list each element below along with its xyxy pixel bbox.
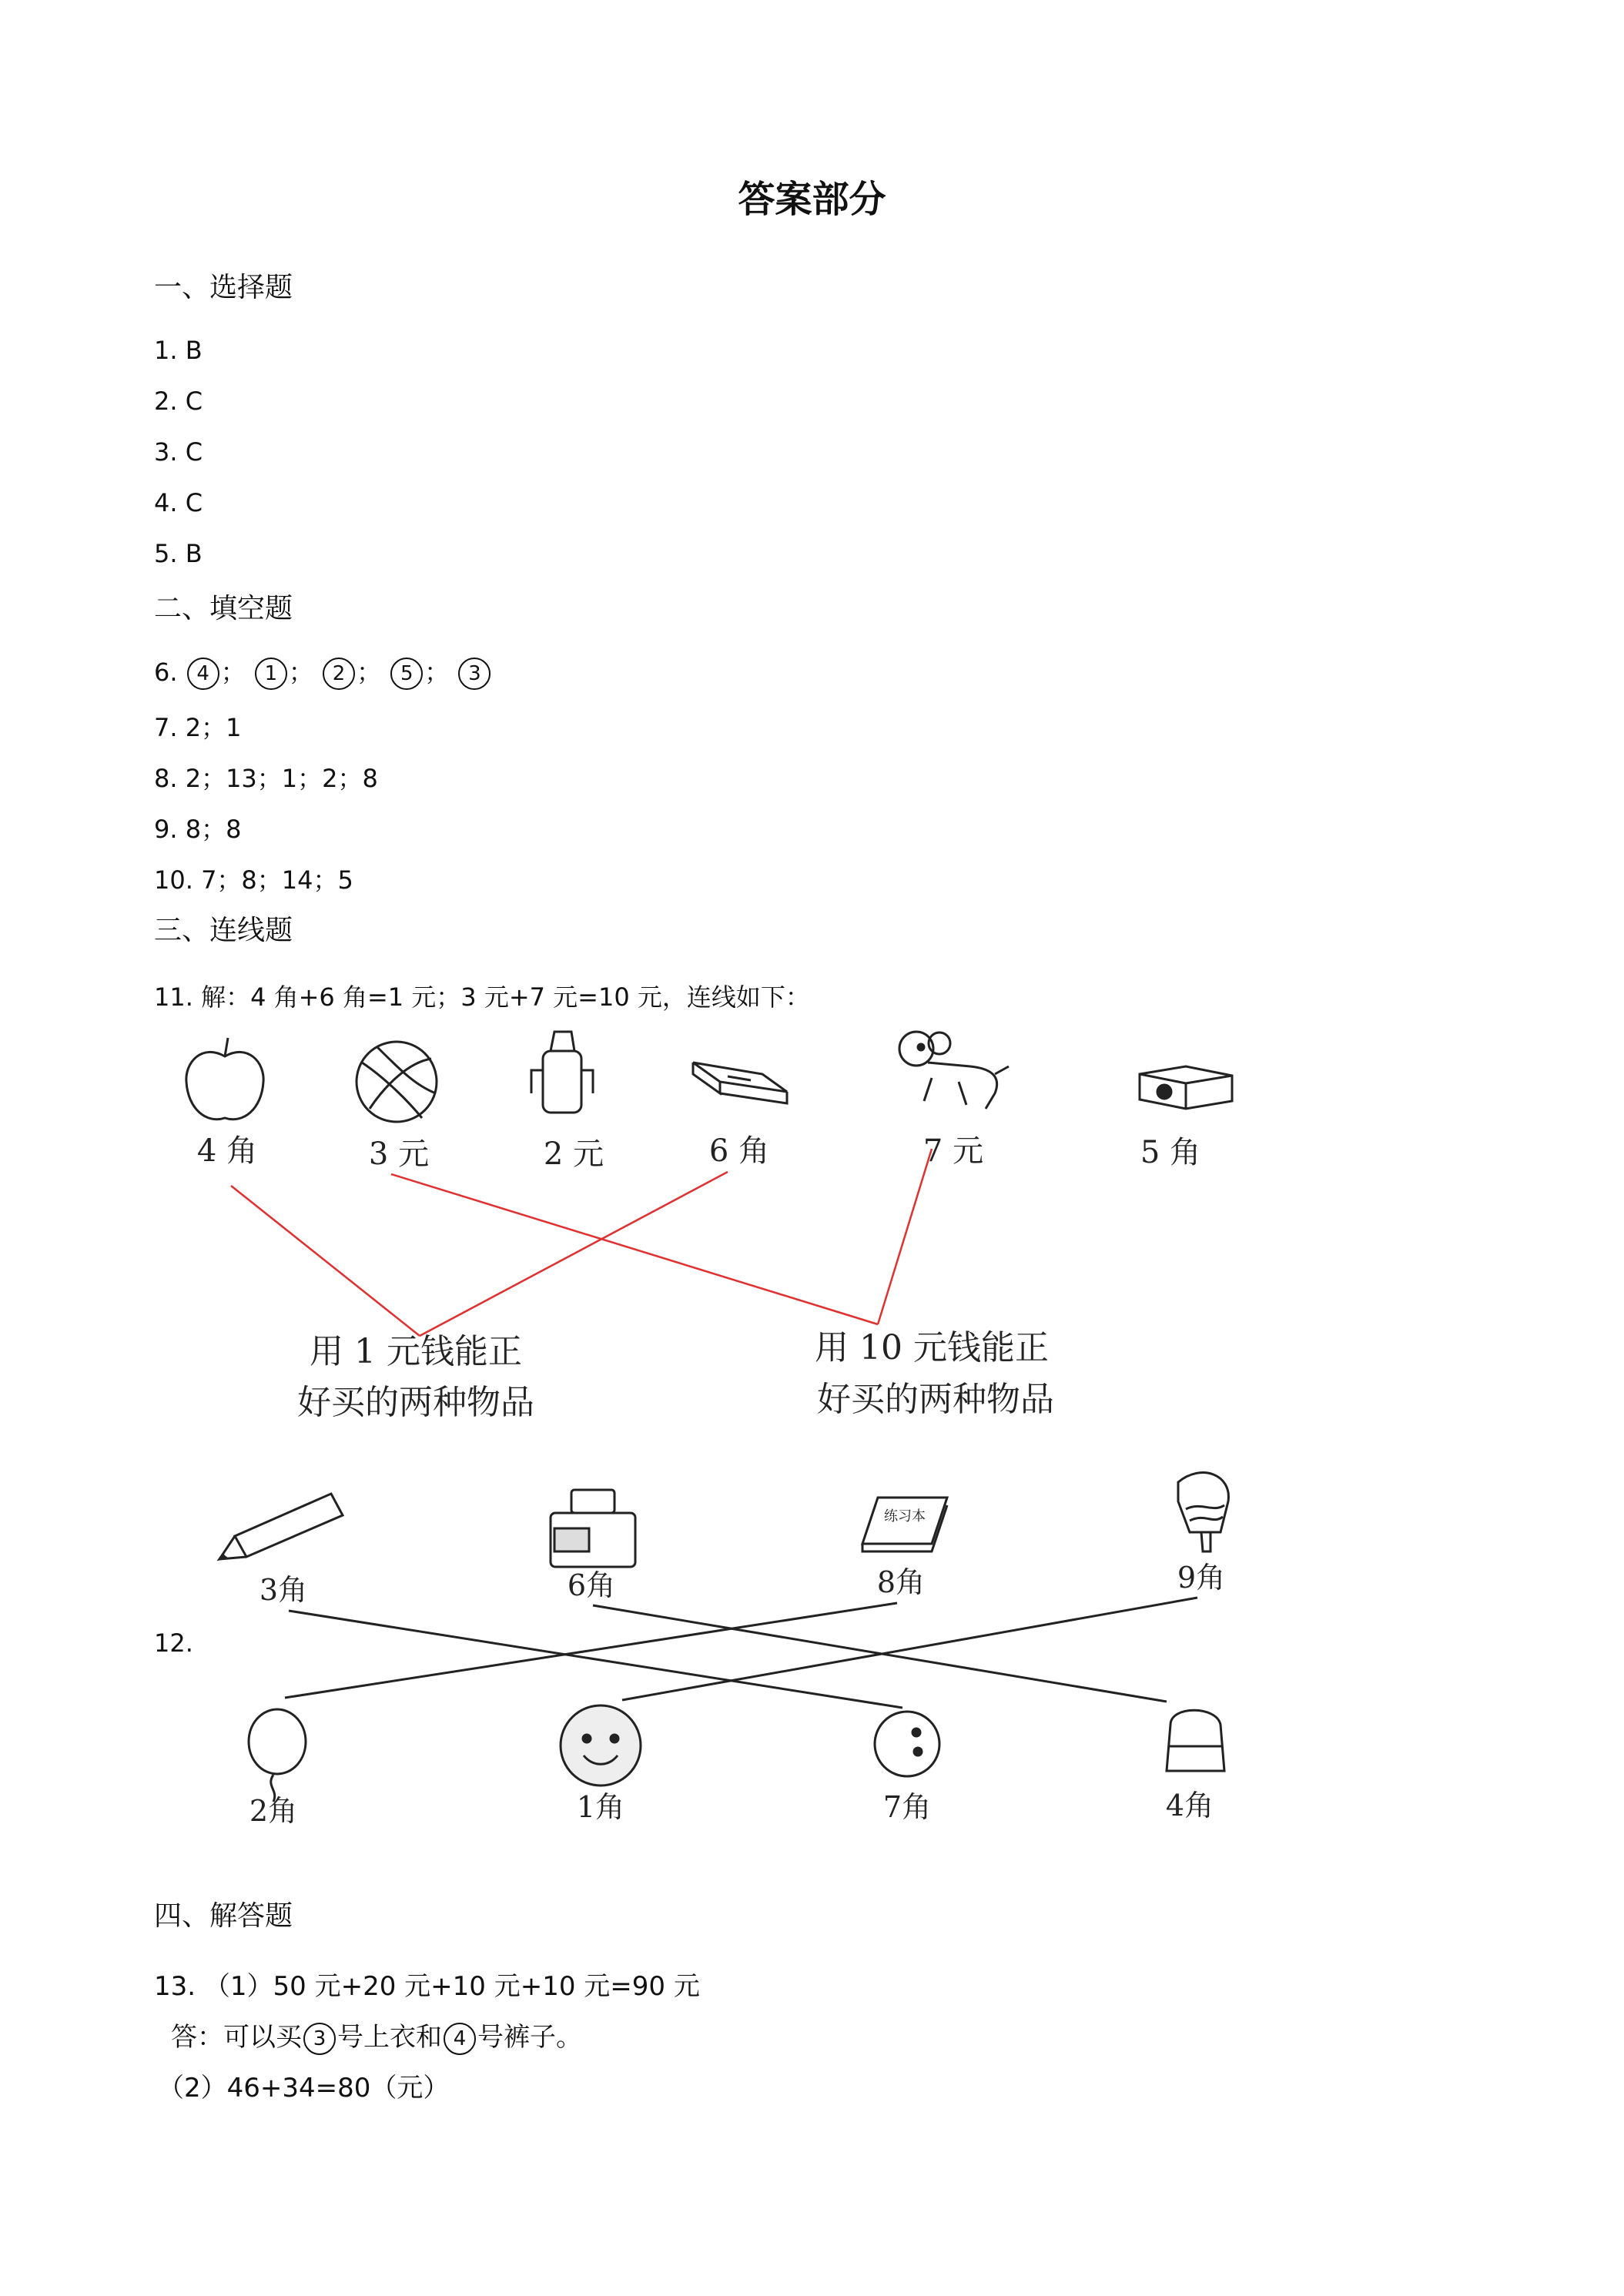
q11-connection-lines: [231, 1149, 932, 1336]
price-label: 6 角: [708, 1133, 770, 1169]
cup-icon: [531, 1032, 593, 1113]
q11-price-labels: [197, 1133, 1200, 1172]
section-heading-fill: 二、填空题: [154, 593, 293, 624]
pencil-icon: [219, 1494, 343, 1559]
ice-cream-icon: [1178, 1473, 1228, 1551]
answer-12: 12.: [154, 1628, 193, 1658]
q11-target-boxes: [297, 1328, 1054, 1422]
section-heading-solve: 四、解答题: [154, 1900, 293, 1932]
price-label: 4 角: [196, 1133, 258, 1169]
target-box-1-line-2: 好买的两种物品: [297, 1383, 534, 1422]
circled-number: 3: [303, 2023, 336, 2055]
button-icon: [875, 1712, 939, 1776]
price-label: 6角: [567, 1568, 616, 1602]
q12-price-labels: [249, 1561, 1225, 1828]
match-line: [622, 1598, 1197, 1700]
answer-13-part-2: （2）46+34=80（元）: [158, 2073, 450, 2104]
exercise-book-icon: [862, 1498, 947, 1551]
match-line: [285, 1603, 897, 1698]
apple-icon: [186, 1038, 263, 1120]
circled-number: 4: [444, 2023, 476, 2055]
book-text: 练习本: [884, 1508, 926, 1525]
section-heading-matching: 三、连线题: [154, 915, 293, 946]
price-label: 2角: [249, 1794, 298, 1828]
match-line: [231, 1186, 420, 1336]
circled-number: 1: [255, 658, 287, 690]
answer-6-prefix: 6.: [154, 658, 178, 687]
target-box-2-line-2: 好买的两种物品: [817, 1380, 1054, 1419]
price-label: 2 元: [543, 1136, 604, 1172]
target-box-2-line-1: 用 10 元钱能正: [815, 1328, 1049, 1367]
conclusion-text: 号裤子。: [477, 2022, 582, 2053]
price-label: 5 角: [1140, 1135, 1201, 1170]
q12-figure: [219, 1473, 1228, 1802]
page-title: 答案部分: [738, 178, 886, 221]
answer-5: 5. B: [154, 539, 203, 568]
price-label: 7角: [882, 1790, 932, 1824]
pencil-sharpener-icon: [1140, 1066, 1232, 1109]
conclusion-text: 答：可以买: [171, 2022, 302, 2053]
circled-number: 5: [390, 658, 423, 690]
balloon-icon: [249, 1709, 306, 1802]
answer-7: 7. 2；1: [154, 713, 242, 742]
answer-3: 3. C: [154, 437, 203, 467]
circled-number: 2: [323, 658, 355, 690]
eraser-icon: [1167, 1710, 1224, 1771]
q11-figure: [186, 1032, 1232, 1122]
price-label: 8角: [876, 1565, 926, 1599]
ball-icon: [357, 1042, 437, 1122]
eraser-icon: [693, 1063, 787, 1103]
smiley-icon: [561, 1705, 641, 1786]
circled-number: 3: [458, 658, 491, 690]
price-label: 7 元: [922, 1133, 984, 1169]
price-label: 9角: [1177, 1561, 1226, 1595]
separator: ；: [357, 658, 382, 687]
section-heading-choice: 一、选择题: [154, 272, 293, 303]
answer-2: 2. C: [154, 387, 203, 416]
answer-1: 1. B: [154, 336, 203, 365]
target-box-1-line-1: 用 1 元钱能正: [310, 1332, 522, 1371]
answer-11: 11. 解：4 角+6 角=1 元；3 元+7 元=10 元，连线如下：: [154, 982, 810, 1012]
answer-8: 8. 2；13；1；2；8: [154, 764, 378, 793]
separator: ；: [220, 658, 246, 687]
match-line: [391, 1174, 878, 1324]
answer-4: 4. C: [154, 488, 203, 517]
separator: ；: [288, 658, 313, 687]
match-line: [878, 1149, 932, 1324]
conclusion-text: 号上衣和: [337, 2022, 442, 2053]
answer-13-part-1: 13. （1）50 元+20 元+10 元+10 元=90 元: [154, 1971, 700, 2002]
q12-connection-lines: [285, 1598, 1197, 1708]
toy-dog-icon: [899, 1032, 1009, 1109]
answer-9: 9. 8；8: [154, 815, 242, 844]
price-label: 3 元: [368, 1136, 430, 1172]
price-label: 3角: [259, 1573, 308, 1607]
answer-13-conclusion: [171, 2016, 582, 2055]
separator: ；: [424, 658, 450, 687]
circled-number: 4: [187, 658, 219, 690]
price-label: 4角: [1165, 1789, 1214, 1822]
match-line: [289, 1611, 902, 1708]
answer-10: 10. 7；8；14；5: [154, 865, 353, 895]
price-label: 1角: [576, 1790, 625, 1824]
ink-bottle-icon: [551, 1490, 635, 1567]
